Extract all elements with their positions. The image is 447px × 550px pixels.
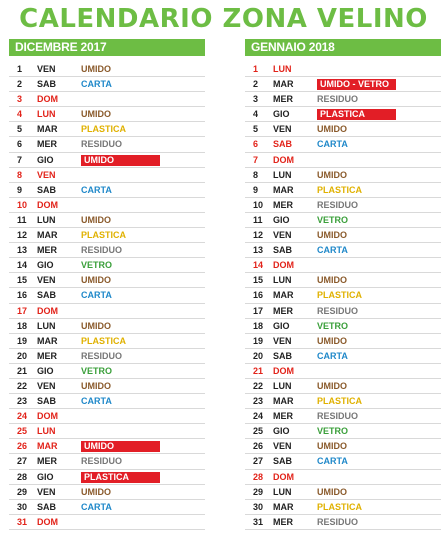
waste-type-label: VETRO <box>317 214 349 225</box>
waste-type-label: PLASTICA <box>81 335 126 346</box>
weekday-label: VEN <box>273 335 292 346</box>
waste-type-label: PLASTICA <box>81 230 126 241</box>
waste-type-label: PLASTICA <box>81 472 160 483</box>
day-number: 12 <box>253 230 264 241</box>
day-row <box>245 439 441 454</box>
waste-type-label: VETRO <box>81 365 113 376</box>
day-number: 30 <box>17 501 28 512</box>
day-number: 9 <box>17 184 23 195</box>
day-row <box>245 288 441 303</box>
waste-type-label: CARTA <box>317 245 348 256</box>
waste-type-label: PLASTICA <box>317 109 396 120</box>
day-number: 6 <box>17 139 23 150</box>
waste-type-label: CARTA <box>81 290 112 301</box>
day-number: 10 <box>17 199 28 210</box>
day-number: 17 <box>17 305 28 316</box>
day-row <box>9 243 205 258</box>
weekday-label: LUN <box>273 486 292 497</box>
weekday-label: GIO <box>37 365 54 376</box>
weekday-label: VEN <box>273 441 292 452</box>
weekday-label: GIO <box>273 426 290 437</box>
weekday-label: VEN <box>37 486 56 497</box>
waste-type-label: RESIDUO <box>317 516 359 527</box>
day-number: 2 <box>253 79 259 90</box>
day-row <box>245 470 441 485</box>
day-number: 13 <box>253 245 264 256</box>
weekday-label: MAR <box>37 230 58 241</box>
day-number: 29 <box>253 486 264 497</box>
day-number: 3 <box>253 94 259 105</box>
day-number: 8 <box>253 169 259 180</box>
day-row <box>9 485 205 500</box>
weekday-label: SAB <box>37 79 57 90</box>
day-number: 10 <box>253 199 264 210</box>
weekday-label: GIO <box>37 154 54 165</box>
weekday-label: MAR <box>273 290 294 301</box>
page-title: CALENDARIO ZONA VELINO <box>19 4 428 34</box>
month-header: DICEMBRE 2017 <box>9 39 205 56</box>
day-row <box>245 319 441 334</box>
day-number: 23 <box>17 396 28 407</box>
weekday-label: MER <box>37 350 57 361</box>
waste-type-label: RESIDUO <box>81 245 123 256</box>
day-row <box>245 394 441 409</box>
day-row <box>9 258 205 273</box>
day-number: 21 <box>17 365 28 376</box>
day-row <box>9 228 205 243</box>
waste-type-label: RESIDUO <box>317 305 359 316</box>
day-number: 27 <box>17 456 28 467</box>
day-row <box>245 304 441 319</box>
weekday-label: SAB <box>273 139 293 150</box>
weekday-label: MAR <box>273 396 294 407</box>
waste-type-label: PLASTICA <box>317 396 362 407</box>
day-row <box>9 304 205 319</box>
day-row <box>245 424 441 439</box>
weekday-label: MAR <box>273 79 294 90</box>
day-row <box>245 122 441 137</box>
day-number: 22 <box>253 380 264 391</box>
day-number: 20 <box>17 350 28 361</box>
day-number: 28 <box>17 471 28 482</box>
day-row <box>9 319 205 334</box>
day-row <box>245 77 441 92</box>
day-number: 15 <box>17 275 28 286</box>
day-number: 24 <box>17 411 28 422</box>
weekday-label: MER <box>37 456 57 467</box>
weekday-label: DOM <box>273 260 294 271</box>
day-row <box>9 168 205 183</box>
weekday-label: MER <box>273 199 293 210</box>
weekday-label: MAR <box>273 501 294 512</box>
waste-type-label: PLASTICA <box>317 290 362 301</box>
day-number: 21 <box>253 365 264 376</box>
day-row <box>9 515 205 530</box>
weekday-label: MER <box>273 516 293 527</box>
day-number: 14 <box>253 260 264 271</box>
waste-type-label: UMIDO <box>81 155 160 166</box>
weekday-label: MAR <box>37 124 58 135</box>
weekday-label: SAB <box>273 350 293 361</box>
waste-type-label: RESIDUO <box>81 139 123 150</box>
waste-type-label: CARTA <box>81 184 112 195</box>
day-row <box>9 454 205 469</box>
day-row <box>245 198 441 213</box>
waste-type-label: VETRO <box>317 320 349 331</box>
day-number: 17 <box>253 305 264 316</box>
day-number: 7 <box>17 154 23 165</box>
day-row <box>9 379 205 394</box>
weekday-label: DOM <box>273 471 294 482</box>
day-number: 2 <box>17 79 23 90</box>
day-row <box>245 62 441 77</box>
waste-type-label: UMIDO <box>317 124 347 135</box>
day-number: 25 <box>17 426 28 437</box>
day-row <box>245 349 441 364</box>
day-row <box>245 334 441 349</box>
weekday-label: DOM <box>273 154 294 165</box>
weekday-label: GIO <box>37 260 54 271</box>
waste-type-label: UMIDO <box>81 486 111 497</box>
waste-type-label: UMIDO <box>317 441 347 452</box>
day-number: 18 <box>253 320 264 331</box>
day-number: 15 <box>253 275 264 286</box>
day-number: 12 <box>17 230 28 241</box>
waste-type-label: UMIDO <box>81 214 111 225</box>
day-row <box>245 379 441 394</box>
day-row <box>9 364 205 379</box>
waste-type-label: UMIDO <box>81 441 160 452</box>
waste-type-label: UMIDO <box>317 230 347 241</box>
weekday-label: MER <box>273 411 293 422</box>
day-row <box>245 92 441 107</box>
month-column-january <box>245 39 441 530</box>
day-row <box>9 349 205 364</box>
waste-type-label: UMIDO <box>317 335 347 346</box>
waste-type-label: UMIDO - VETRO <box>317 79 396 90</box>
waste-type-label: RESIDUO <box>81 456 123 467</box>
day-row <box>245 258 441 273</box>
day-number: 26 <box>17 441 28 452</box>
day-number: 11 <box>17 214 27 225</box>
day-row <box>9 198 205 213</box>
day-row <box>9 273 205 288</box>
weekday-label: SAB <box>273 456 293 467</box>
waste-type-label: RESIDUO <box>317 411 359 422</box>
day-number: 27 <box>253 456 264 467</box>
day-number: 18 <box>17 320 28 331</box>
waste-type-label: CARTA <box>81 79 112 90</box>
waste-type-label: CARTA <box>81 396 112 407</box>
day-number: 31 <box>253 516 264 527</box>
day-number: 19 <box>253 335 264 346</box>
weekday-label: LUN <box>37 426 56 437</box>
waste-type-label: VETRO <box>81 260 113 271</box>
weekday-label: VEN <box>273 230 292 241</box>
weekday-label: VEN <box>37 275 56 286</box>
day-row <box>245 500 441 515</box>
weekday-label: DOM <box>273 365 294 376</box>
waste-type-label: UMIDO <box>81 380 111 391</box>
day-row <box>245 213 441 228</box>
day-row <box>245 153 441 168</box>
weekday-label: MER <box>37 245 57 256</box>
weekday-label: SAB <box>37 184 57 195</box>
weekday-label: SAB <box>37 396 57 407</box>
waste-type-label: CARTA <box>81 501 112 512</box>
day-row <box>9 424 205 439</box>
weekday-label: LUN <box>273 380 292 391</box>
waste-type-label: CARTA <box>317 456 348 467</box>
day-row <box>245 454 441 469</box>
weekday-label: DOM <box>37 411 58 422</box>
day-number: 13 <box>17 245 28 256</box>
day-number: 16 <box>17 290 28 301</box>
day-row <box>9 153 205 168</box>
day-number: 3 <box>17 94 23 105</box>
day-row <box>9 62 205 77</box>
weekday-label: SAB <box>37 501 57 512</box>
weekday-label: SAB <box>37 290 57 301</box>
weekday-label: GIO <box>273 320 290 331</box>
day-row <box>245 409 441 424</box>
day-number: 19 <box>17 335 28 346</box>
day-number: 6 <box>253 139 259 150</box>
month-header: GENNAIO 2018 <box>245 39 441 56</box>
day-number: 9 <box>253 184 259 195</box>
weekday-label: LUN <box>37 320 56 331</box>
day-row <box>9 213 205 228</box>
weekday-label: VEN <box>37 169 56 180</box>
day-row <box>245 168 441 183</box>
day-row <box>9 334 205 349</box>
day-row <box>9 183 205 198</box>
day-number: 8 <box>17 169 23 180</box>
day-row <box>9 409 205 424</box>
weekday-label: MER <box>37 139 57 150</box>
day-row <box>9 107 205 122</box>
weekday-label: DOM <box>37 199 58 210</box>
weekday-label: GIO <box>37 471 54 482</box>
day-row <box>9 137 205 152</box>
weekday-label: MAR <box>37 335 58 346</box>
day-row <box>9 122 205 137</box>
weekday-label: LUN <box>273 275 292 286</box>
weekday-label: LUN <box>37 109 56 120</box>
waste-type-label: UMIDO <box>81 275 111 286</box>
day-row <box>9 439 205 454</box>
waste-type-label: UMIDO <box>81 64 111 74</box>
weekday-label: DOM <box>37 305 58 316</box>
day-number: 25 <box>253 426 264 437</box>
day-row <box>9 470 205 485</box>
waste-type-label: VETRO <box>317 426 349 437</box>
day-number: 16 <box>253 290 264 301</box>
day-number: 14 <box>17 260 28 271</box>
day-row <box>245 485 441 500</box>
weekday-label: DOM <box>37 516 58 527</box>
day-row <box>245 137 441 152</box>
day-row <box>245 273 441 288</box>
day-list <box>245 62 441 530</box>
day-row <box>9 500 205 515</box>
waste-type-label: CARTA <box>317 350 348 361</box>
waste-type-label: RESIDUO <box>81 350 123 361</box>
weekday-label: LUN <box>273 169 292 180</box>
day-number: 5 <box>253 124 259 135</box>
waste-type-label: UMIDO <box>317 380 347 391</box>
waste-type-label: UMIDO <box>317 486 347 497</box>
weekday-label: GIO <box>273 214 290 225</box>
month-column-december <box>9 39 205 530</box>
weekday-label: MER <box>273 94 293 105</box>
day-number: 4 <box>253 109 259 120</box>
weekday-label: GIO <box>273 109 290 120</box>
day-number: 4 <box>17 109 23 120</box>
day-number: 22 <box>17 380 28 391</box>
weekday-label: MER <box>273 305 293 316</box>
waste-type-label: RESIDUO <box>317 94 359 105</box>
day-row <box>245 228 441 243</box>
waste-type-label: UMIDO <box>317 169 347 180</box>
weekday-label: VEN <box>37 64 56 74</box>
day-number: 7 <box>253 154 259 165</box>
waste-type-label: UMIDO <box>317 275 347 286</box>
waste-type-label: CARTA <box>317 139 348 150</box>
day-number: 20 <box>253 350 264 361</box>
day-number: 11 <box>253 214 263 225</box>
waste-type-label: PLASTICA <box>81 124 126 135</box>
weekday-label: MAR <box>37 441 58 452</box>
weekday-label: DOM <box>37 94 58 105</box>
day-row <box>9 77 205 92</box>
day-number: 1 <box>253 64 259 74</box>
day-row <box>245 107 441 122</box>
waste-type-label: PLASTICA <box>317 184 362 195</box>
day-number: 31 <box>17 516 28 527</box>
day-row <box>245 243 441 258</box>
day-list <box>9 62 205 530</box>
day-number: 24 <box>253 411 264 422</box>
day-number: 30 <box>253 501 264 512</box>
weekday-label: VEN <box>273 124 292 135</box>
day-number: 26 <box>253 441 264 452</box>
day-row <box>9 288 205 303</box>
day-row <box>245 515 441 530</box>
day-number: 23 <box>253 396 264 407</box>
waste-type-label: UMIDO <box>81 320 111 331</box>
day-number: 5 <box>17 124 23 135</box>
day-row <box>9 92 205 107</box>
weekday-label: VEN <box>37 380 56 391</box>
weekday-label: SAB <box>273 245 293 256</box>
weekday-label: LUN <box>273 64 292 74</box>
day-number: 28 <box>253 471 264 482</box>
weekday-label: MAR <box>273 184 294 195</box>
day-row <box>245 183 441 198</box>
waste-type-label: UMIDO <box>81 109 111 120</box>
day-number: 1 <box>17 64 23 74</box>
weekday-label: LUN <box>37 214 56 225</box>
day-row <box>245 364 441 379</box>
day-number: 29 <box>17 486 28 497</box>
waste-type-label: PLASTICA <box>317 501 362 512</box>
waste-type-label: RESIDUO <box>317 199 359 210</box>
day-row <box>9 394 205 409</box>
